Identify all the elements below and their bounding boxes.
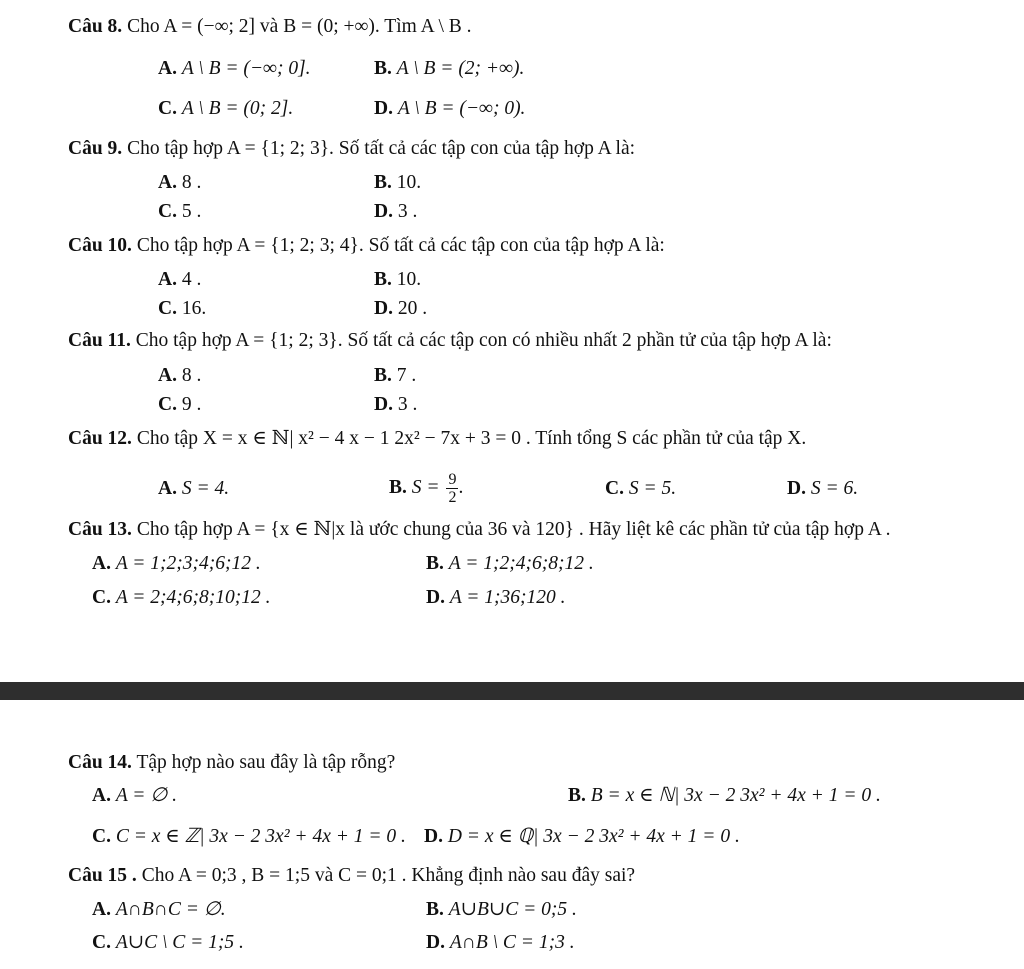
question-11-option-a[interactable]: [158, 363, 201, 389]
question-13-option-d[interactable]: [426, 585, 566, 611]
option-text: S = 5.: [628, 478, 677, 499]
option-label: C.: [158, 394, 177, 415]
question-15: [68, 863, 635, 889]
question-15-text: Cho A = 0;3 , B = 1;5 và C = 0;1 . Khẳng định nào sau đây sai?: [141, 865, 636, 886]
option-label: C.: [158, 98, 177, 119]
option-label: B.: [374, 58, 392, 79]
question-12-option-d[interactable]: [787, 476, 858, 502]
page-divider: [0, 682, 1024, 700]
option-text: A = 2;4;6;8;10;12 .: [115, 587, 271, 608]
question-11-option-b[interactable]: [374, 363, 416, 389]
question-12-option-b[interactable]: [389, 466, 463, 510]
option-label: B.: [374, 269, 392, 290]
question-10: [68, 233, 665, 259]
question-10-text: Cho tập hợp A = {1; 2; 3; 4}. Số tất cả các tập con của tập hợp A là:: [136, 235, 665, 256]
question-9-text: Cho tập hợp A = {1; 2; 3}. Số tất cả các tập con của tập hợp A là:: [127, 138, 636, 159]
question-10-option-a[interactable]: [158, 267, 201, 293]
question-13: [68, 517, 891, 543]
question-15-label: Câu 15 .: [68, 865, 137, 886]
option-text: 10.: [396, 269, 422, 290]
option-label: A.: [158, 58, 177, 79]
question-13-option-a[interactable]: [92, 551, 261, 577]
option-text: 8 .: [181, 172, 202, 193]
question-10-label: Câu 10.: [68, 235, 132, 256]
question-15-option-c[interactable]: [92, 930, 244, 956]
page-bottom-section: [0, 700, 1024, 969]
question-15-option-d[interactable]: [426, 930, 575, 956]
option-label: B.: [389, 477, 407, 498]
option-label: C.: [92, 826, 111, 847]
option-label: A.: [92, 899, 111, 920]
option-label: A.: [92, 553, 111, 574]
option-text: C = x ∈ ℤ| 3x − 2 3x² + 4x + 1 = 0 .: [115, 826, 406, 847]
question-12-label: Câu 12.: [68, 428, 132, 449]
option-text: A∪C \ C = 1;5 .: [115, 932, 244, 953]
question-14: [68, 750, 395, 776]
option-text: D = x ∈ ℚ| 3x − 2 3x² + 4x + 1 = 0 .: [447, 826, 740, 847]
option-label: D.: [426, 587, 445, 608]
question-12-option-a[interactable]: [158, 476, 229, 502]
question-11-label: Câu 11.: [68, 330, 131, 351]
question-11-option-c[interactable]: [158, 392, 201, 418]
option-label: A.: [158, 365, 177, 386]
option-text: S =: [411, 477, 440, 498]
option-label: B.: [426, 553, 444, 574]
question-8-option-c[interactable]: [158, 96, 293, 122]
option-text: 5 .: [181, 201, 202, 222]
option-text: A∩B \ C = 1;3 .: [449, 932, 575, 953]
option-text: 7 .: [396, 365, 417, 386]
option-text: 9 .: [181, 394, 202, 415]
option-text: A \ B = (0; 2].: [181, 98, 294, 119]
question-11: [68, 328, 832, 354]
question-15-option-a[interactable]: [92, 897, 226, 923]
question-13-option-c[interactable]: [92, 585, 271, 611]
option-label: A.: [158, 478, 177, 499]
option-text: 16.: [181, 298, 207, 319]
fraction: [446, 471, 458, 506]
question-11-text: Cho tập hợp A = {1; 2; 3}. Số tất cả các tập con có nhiều nhất 2 phần tử của tập hợp A là:: [135, 330, 832, 351]
question-14-option-c[interactable]: [92, 824, 406, 850]
option-text: A∪B∪C = 0;5 .: [448, 899, 577, 920]
option-text: 8 .: [181, 365, 202, 386]
option-label: C.: [605, 478, 624, 499]
question-10-option-d[interactable]: [374, 296, 427, 322]
question-11-option-d[interactable]: [374, 392, 417, 418]
option-text: A = 1;2;3;4;6;12 .: [115, 553, 261, 574]
option-suffix: .: [458, 477, 464, 498]
question-8-option-d[interactable]: [374, 96, 525, 122]
question-9-option-d[interactable]: [374, 199, 417, 225]
question-12-text: Cho tập X = x ∈ ℕ| x² − 4 x − 1 2x² − 7x + 3 = 0 . Tính tổng S các phần tử của tập X.: [136, 428, 807, 449]
option-label: D.: [374, 98, 393, 119]
question-8-text: Cho A = (−∞; 2] và B = (0; +∞). Tìm A \ B .: [127, 16, 472, 37]
option-label: A.: [92, 785, 111, 806]
option-label: C.: [158, 298, 177, 319]
option-text: 10.: [396, 172, 422, 193]
option-text: A = 1;36;120 .: [449, 587, 566, 608]
question-10-option-c[interactable]: [158, 296, 206, 322]
fraction-numerator: 9: [448, 471, 457, 489]
question-13-label: Câu 13.: [68, 519, 132, 540]
option-text: A \ B = (−∞; 0).: [397, 98, 526, 119]
question-8-option-a[interactable]: [158, 56, 311, 82]
option-text: S = 6.: [810, 478, 859, 499]
option-label: B.: [374, 365, 392, 386]
option-text: B = x ∈ ℕ| 3x − 2 3x² + 4x + 1 = 0 .: [590, 785, 881, 806]
question-9-option-b[interactable]: [374, 170, 421, 196]
option-label: B.: [568, 785, 586, 806]
option-label: A.: [158, 269, 177, 290]
option-label: D.: [426, 932, 445, 953]
question-14-label: Câu 14.: [68, 752, 132, 773]
question-14-option-b[interactable]: [568, 783, 881, 809]
option-label: C.: [158, 201, 177, 222]
option-text: 3 .: [397, 201, 418, 222]
question-8-option-b[interactable]: [374, 56, 524, 82]
option-label: A.: [158, 172, 177, 193]
question-9-option-a[interactable]: [158, 170, 201, 196]
option-text: A = 1;2;4;6;8;12 .: [448, 553, 594, 574]
question-8-label: Câu 8.: [68, 16, 123, 37]
option-label: C.: [92, 932, 111, 953]
option-text: 4 .: [181, 269, 202, 290]
option-text: A \ B = (2; +∞).: [396, 58, 525, 79]
question-14-option-d[interactable]: [424, 824, 740, 850]
fraction-denominator: 2: [448, 489, 457, 507]
question-15-option-b[interactable]: [426, 897, 577, 923]
option-label: B.: [426, 899, 444, 920]
option-text: A = ∅ .: [115, 785, 178, 806]
question-12-option-c[interactable]: [605, 476, 676, 502]
option-label: B.: [374, 172, 392, 193]
option-text: S = 4.: [181, 478, 230, 499]
option-label: D.: [424, 826, 443, 847]
question-9: [68, 136, 635, 162]
question-10-option-b[interactable]: [374, 267, 421, 293]
option-label: D.: [374, 298, 393, 319]
option-label: D.: [374, 201, 393, 222]
option-text: A∩B∩C = ∅.: [115, 899, 226, 920]
option-label: C.: [92, 587, 111, 608]
question-8: [68, 14, 472, 40]
question-13-text: Cho tập hợp A = {x ∈ ℕ|x là ước chung của 36 và 120} . Hãy liệt kê các phần tử của tập hợp A .: [136, 519, 891, 540]
option-text: 20 .: [397, 298, 428, 319]
question-14-text: Tập hợp nào sau đây là tập rỗng?: [136, 752, 396, 773]
question-13-option-b[interactable]: [426, 551, 594, 577]
option-label: D.: [787, 478, 806, 499]
question-12: [68, 426, 806, 452]
question-14-option-a[interactable]: [92, 783, 177, 809]
question-9-label: Câu 9.: [68, 138, 123, 159]
option-text: A \ B = (−∞; 0].: [181, 58, 311, 79]
question-9-option-c[interactable]: [158, 199, 201, 225]
option-label: D.: [374, 394, 393, 415]
option-text: 3 .: [397, 394, 418, 415]
